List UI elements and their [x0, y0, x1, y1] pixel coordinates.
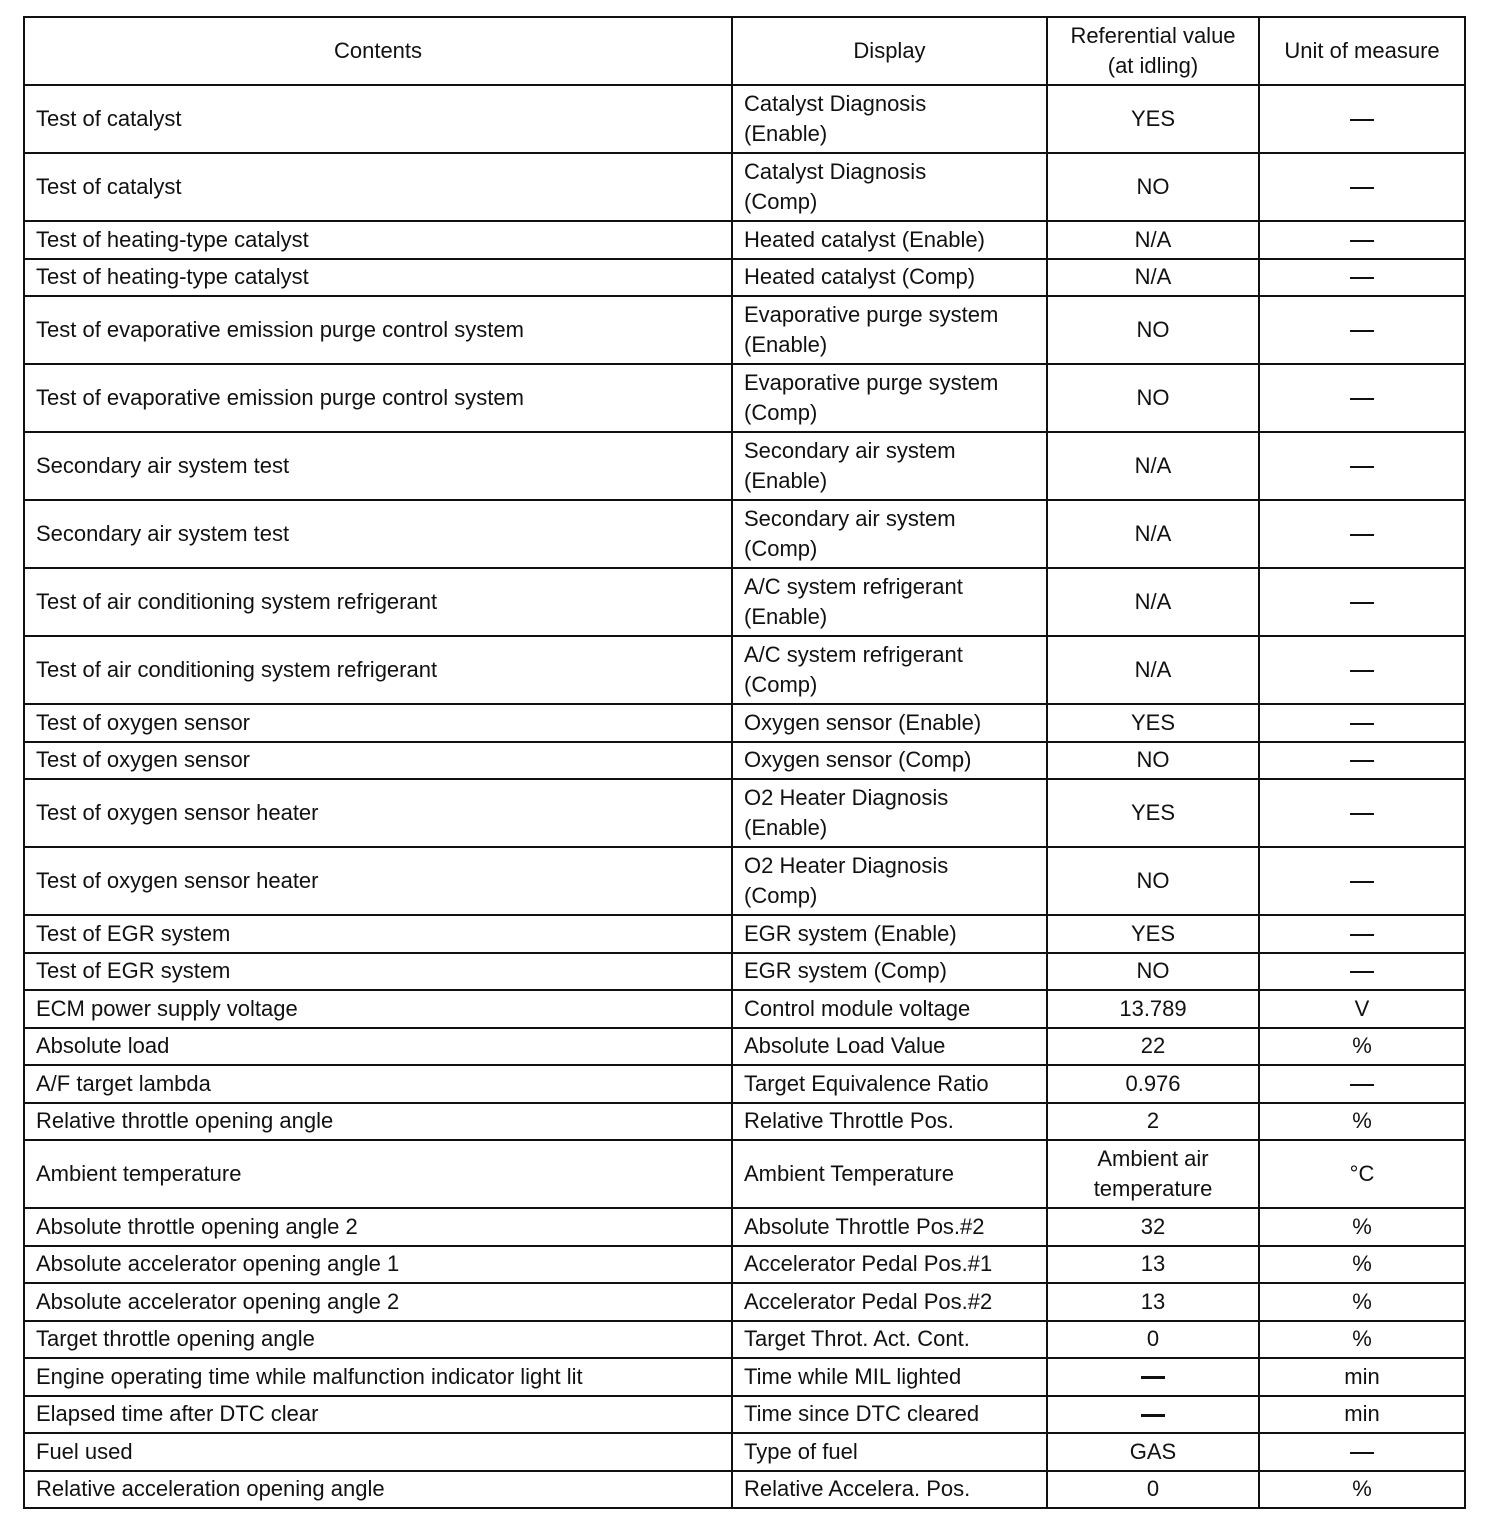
- cell-contents: Test of heating-type catalyst: [24, 259, 732, 297]
- cell-display-line2: (Enable): [744, 815, 828, 840]
- cell-unit: [1259, 85, 1465, 153]
- cell-contents: Absolute load: [24, 1028, 732, 1066]
- cell-display-line1: Catalyst Diagnosis: [744, 91, 927, 116]
- cell-contents: Test of oxygen sensor heater: [24, 779, 732, 847]
- table-row: [24, 990, 1465, 1028]
- cell-display: [732, 779, 1047, 847]
- table-row: [24, 153, 1465, 221]
- dash-mark: [1350, 187, 1374, 189]
- cell-referential-value: NO: [1047, 742, 1259, 780]
- cell-referential-value: YES: [1047, 915, 1259, 953]
- cell-referential-value: 13: [1047, 1283, 1259, 1321]
- cell-display: [732, 85, 1047, 153]
- table-row: [24, 1140, 1465, 1208]
- table-row: [24, 1283, 1465, 1321]
- cell-contents: Test of air conditioning system refrigerant: [24, 568, 732, 636]
- cell-display: Relative Accelera. Pos.: [732, 1471, 1047, 1509]
- table-row: [24, 364, 1465, 432]
- cell-referential-value: GAS: [1047, 1433, 1259, 1471]
- cell-display: Time while MIL lighted: [732, 1358, 1047, 1396]
- cell-contents: Absolute accelerator opening angle 1: [24, 1246, 732, 1284]
- cell-contents: ECM power supply voltage: [24, 990, 732, 1028]
- cell-display: Oxygen sensor (Enable): [732, 704, 1047, 742]
- table-row: [24, 1433, 1465, 1471]
- cell-display-line2: (Comp): [744, 400, 818, 425]
- cell-referential-value: YES: [1047, 85, 1259, 153]
- dash-mark: [1350, 813, 1374, 815]
- cell-unit: %: [1259, 1283, 1465, 1321]
- dash-mark: [1350, 602, 1374, 604]
- cell-unit: [1259, 915, 1465, 953]
- cell-unit: [1259, 1065, 1465, 1103]
- cell-contents: Test of oxygen sensor heater: [24, 847, 732, 915]
- table-row: [24, 779, 1465, 847]
- cell-display: [732, 364, 1047, 432]
- cell-unit: [1259, 500, 1465, 568]
- cell-contents: Target throttle opening angle: [24, 1321, 732, 1359]
- cell-unit: %: [1259, 1471, 1465, 1509]
- cell-display: Time since DTC cleared: [732, 1396, 1047, 1434]
- cell-contents: Test of catalyst: [24, 85, 732, 153]
- cell-referential-value: NO: [1047, 364, 1259, 432]
- dash-mark: [1141, 1414, 1165, 1417]
- dash-mark: [1350, 330, 1374, 332]
- cell-contents: Secondary air system test: [24, 500, 732, 568]
- cell-display: Heated catalyst (Enable): [732, 221, 1047, 259]
- cell-display-line2: (Enable): [744, 468, 828, 493]
- cell-display-line1: Catalyst Diagnosis: [744, 159, 927, 184]
- cell-referential-value: NO: [1047, 847, 1259, 915]
- cell-display: [732, 568, 1047, 636]
- dash-mark: [1350, 240, 1374, 242]
- dash-mark: [1350, 534, 1374, 536]
- cell-unit: [1259, 704, 1465, 742]
- cell-contents: Engine operating time while malfunction indicator light lit: [24, 1358, 732, 1396]
- header-referential-value: [1047, 17, 1259, 85]
- header-row: [24, 17, 1465, 85]
- cell-referential-value: N/A: [1047, 636, 1259, 704]
- cell-referential-value: 13.789: [1047, 990, 1259, 1028]
- header-display: Display: [732, 17, 1047, 85]
- cell-contents: Elapsed time after DTC clear: [24, 1396, 732, 1434]
- cell-referential-value: YES: [1047, 779, 1259, 847]
- cell-display-line1: O2 Heater Diagnosis: [744, 853, 949, 878]
- cell-unit: V: [1259, 990, 1465, 1028]
- cell-contents: Relative acceleration opening angle: [24, 1471, 732, 1509]
- cell-display-line1: A/C system refrigerant: [744, 642, 963, 667]
- cell-display: Type of fuel: [732, 1433, 1047, 1471]
- cell-display-line2: (Comp): [744, 883, 818, 908]
- cell-display: EGR system (Enable): [732, 915, 1047, 953]
- cell-contents: Test of air conditioning system refrigerant: [24, 636, 732, 704]
- cell-display-line2: (Enable): [744, 604, 828, 629]
- table-row: [24, 636, 1465, 704]
- dash-mark: [1350, 881, 1374, 883]
- cell-referential-value: 0: [1047, 1321, 1259, 1359]
- cell-referential-value: N/A: [1047, 568, 1259, 636]
- cell-unit: [1259, 259, 1465, 297]
- table-row: [24, 1396, 1465, 1434]
- cell-unit: [1259, 636, 1465, 704]
- cell-contents: Test of oxygen sensor: [24, 742, 732, 780]
- cell-display: Ambient Temperature: [732, 1140, 1047, 1208]
- cell-display: Absolute Load Value: [732, 1028, 1047, 1066]
- cell-contents: Test of oxygen sensor: [24, 704, 732, 742]
- cell-contents: Secondary air system test: [24, 432, 732, 500]
- dash-mark: [1141, 1376, 1165, 1379]
- cell-referential-value: [1047, 1396, 1259, 1434]
- cell-display: EGR system (Comp): [732, 953, 1047, 991]
- cell-display: Target Throt. Act. Cont.: [732, 1321, 1047, 1359]
- cell-referential-value: N/A: [1047, 500, 1259, 568]
- data-monitor-table: [23, 16, 1466, 1509]
- cell-unit: [1259, 364, 1465, 432]
- cell-display: [732, 847, 1047, 915]
- cell-display: [732, 153, 1047, 221]
- table-row: [24, 1028, 1465, 1066]
- cell-unit: °C: [1259, 1140, 1465, 1208]
- cell-contents: A/F target lambda: [24, 1065, 732, 1103]
- dash-mark: [1350, 971, 1374, 973]
- cell-unit: %: [1259, 1246, 1465, 1284]
- table-row: [24, 221, 1465, 259]
- cell-display-line2: (Comp): [744, 536, 818, 561]
- cell-referential-value: NO: [1047, 296, 1259, 364]
- dash-mark: [1350, 760, 1374, 762]
- cell-unit: [1259, 953, 1465, 991]
- cell-display-line2: (Comp): [744, 672, 818, 697]
- dash-mark: [1350, 934, 1374, 936]
- table-row: [24, 847, 1465, 915]
- table-row: [24, 1246, 1465, 1284]
- table-row: [24, 742, 1465, 780]
- header-contents: Contents: [24, 17, 732, 85]
- cell-referential-value: N/A: [1047, 432, 1259, 500]
- cell-unit: [1259, 432, 1465, 500]
- cell-display: Target Equivalence Ratio: [732, 1065, 1047, 1103]
- cell-contents: Test of evaporative emission purge control system: [24, 364, 732, 432]
- table-row: [24, 85, 1465, 153]
- cell-unit: %: [1259, 1028, 1465, 1066]
- cell-display-line2: (Comp): [744, 189, 818, 214]
- cell-referential-value: N/A: [1047, 221, 1259, 259]
- cell-referential-value: [1047, 1358, 1259, 1396]
- cell-unit: %: [1259, 1103, 1465, 1141]
- cell-unit: [1259, 568, 1465, 636]
- cell-display: [732, 500, 1047, 568]
- dash-mark: [1350, 1452, 1374, 1454]
- cell-unit: [1259, 221, 1465, 259]
- table-body: [24, 85, 1465, 1508]
- cell-display-line1: A/C system refrigerant: [744, 574, 963, 599]
- cell-display-line2: (Enable): [744, 332, 828, 357]
- cell-contents: Test of catalyst: [24, 153, 732, 221]
- cell-display: Absolute Throttle Pos.#2: [732, 1208, 1047, 1246]
- cell-unit: [1259, 847, 1465, 915]
- cell-referential-value: Ambient air temperature: [1047, 1140, 1259, 1208]
- cell-referential-value: NO: [1047, 953, 1259, 991]
- cell-unit: [1259, 779, 1465, 847]
- cell-unit: [1259, 153, 1465, 221]
- header-referential-value-line2: (at idling): [1107, 53, 1199, 78]
- header-referential-value-line1: Referential value: [1070, 23, 1236, 48]
- table-row: [24, 1103, 1465, 1141]
- cell-referential-value: NO: [1047, 153, 1259, 221]
- table-row: [24, 1471, 1465, 1509]
- cell-referential-value: N/A: [1047, 259, 1259, 297]
- cell-display: Accelerator Pedal Pos.#2: [732, 1283, 1047, 1321]
- cell-contents: Ambient temperature: [24, 1140, 732, 1208]
- cell-contents: Test of EGR system: [24, 915, 732, 953]
- dash-mark: [1350, 1084, 1374, 1086]
- table-row: [24, 1321, 1465, 1359]
- table-row: [24, 568, 1465, 636]
- table-row: [24, 296, 1465, 364]
- cell-display: Accelerator Pedal Pos.#1: [732, 1246, 1047, 1284]
- table-row: [24, 953, 1465, 991]
- cell-referential-value: 32: [1047, 1208, 1259, 1246]
- header-unit: Unit of measure: [1259, 17, 1465, 85]
- cell-display: Relative Throttle Pos.: [732, 1103, 1047, 1141]
- cell-contents: Absolute throttle opening angle 2: [24, 1208, 732, 1246]
- cell-display: Control module voltage: [732, 990, 1047, 1028]
- table-row: [24, 1358, 1465, 1396]
- table-row: [24, 259, 1465, 297]
- table-row: [24, 1208, 1465, 1246]
- table-row: [24, 915, 1465, 953]
- cell-contents: Test of EGR system: [24, 953, 732, 991]
- cell-contents: Absolute accelerator opening angle 2: [24, 1283, 732, 1321]
- cell-referential-value: YES: [1047, 704, 1259, 742]
- dash-mark: [1350, 398, 1374, 400]
- cell-referential-value: 22: [1047, 1028, 1259, 1066]
- dash-mark: [1350, 723, 1374, 725]
- cell-contents: Test of evaporative emission purge control system: [24, 296, 732, 364]
- table-row: [24, 500, 1465, 568]
- cell-unit: [1259, 742, 1465, 780]
- cell-display-line2: (Enable): [744, 121, 828, 146]
- cell-referential-value: 2: [1047, 1103, 1259, 1141]
- table-row: [24, 432, 1465, 500]
- cell-unit: %: [1259, 1208, 1465, 1246]
- dash-mark: [1350, 670, 1374, 672]
- cell-contents: Fuel used: [24, 1433, 732, 1471]
- cell-display: [732, 432, 1047, 500]
- cell-display: [732, 296, 1047, 364]
- cell-display-line1: Evaporative purge system: [744, 302, 999, 327]
- cell-unit: min: [1259, 1358, 1465, 1396]
- cell-unit: [1259, 296, 1465, 364]
- cell-display-line1: O2 Heater Diagnosis: [744, 785, 949, 810]
- dash-mark: [1350, 119, 1374, 121]
- cell-unit: [1259, 1433, 1465, 1471]
- table-row: [24, 1065, 1465, 1103]
- cell-contents: Relative throttle opening angle: [24, 1103, 732, 1141]
- cell-unit: %: [1259, 1321, 1465, 1359]
- cell-display-line1: Evaporative purge system: [744, 370, 999, 395]
- cell-display-line1: Secondary air system: [744, 438, 956, 463]
- dash-mark: [1350, 466, 1374, 468]
- cell-referential-value: 13: [1047, 1246, 1259, 1284]
- cell-display: Oxygen sensor (Comp): [732, 742, 1047, 780]
- cell-display: Heated catalyst (Comp): [732, 259, 1047, 297]
- cell-display-line1: Secondary air system: [744, 506, 956, 531]
- cell-contents: Test of heating-type catalyst: [24, 221, 732, 259]
- table-row: [24, 704, 1465, 742]
- cell-unit: min: [1259, 1396, 1465, 1434]
- cell-referential-value: 0: [1047, 1471, 1259, 1509]
- cell-display: [732, 636, 1047, 704]
- dash-mark: [1350, 277, 1374, 279]
- cell-referential-value: 0.976: [1047, 1065, 1259, 1103]
